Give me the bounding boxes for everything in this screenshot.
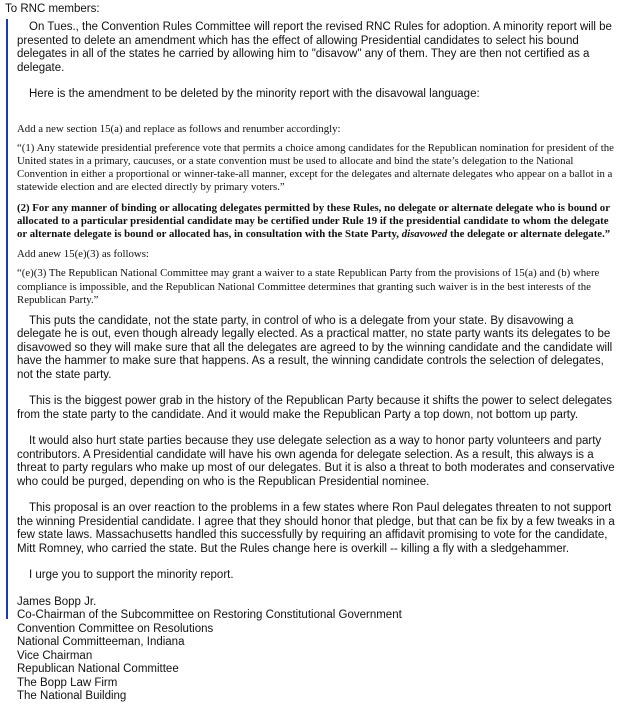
overreaction-paragraph: This proposal is an over reaction to the problems in a few states where Ron Paul delegates threaten to not support the winning Presidential candidate. I agree that they should honor that pledge, but that can be fix by a few tweaks in a few state laws. Massachusetts handled this successfully by requiring an affidavit promising to vote for the candidate, Mitt Romney, who carried the state. But the Rules change here is overkill -- killing a fly with a sledgehammer. <box>17 502 615 555</box>
signature-line: Co-Chairman of the Subcommittee on Restoring Constitutional Government <box>17 609 402 622</box>
clause-2-pre: (2) For any manner of binding or allocating delegates permitted by these Rules, no delegate or alternate delegate who is bound or allocated to a particular presidential candidate may be certified under Rule 19 if the presidential candidate to whom the delegate or alternate delegate is bound or allocated has, in consultation with the State Party, <box>17 201 610 240</box>
signature-line: James Bopp Jr. <box>17 595 97 608</box>
urge-line: I urge you to support the minority report. <box>29 569 234 582</box>
hurt-paragraph: It would also hurt state parties because they use delegate selection as a way to honor party volunteers and party contributors. A Presidential candidate will have his own agenda for delegate selection. As a result, this always is a threat to party regulars who make up most of our delegates. But it is also a threat to both moderates and conservative who could be purged, depending on who is the Republican Presidential nominee. <box>17 435 615 488</box>
add-anew-line: Add anew 15(e)(3) as follows: <box>17 248 149 261</box>
signature-line: Republican National Committee <box>17 663 179 676</box>
email-body <box>17 21 620 704</box>
power-grab-paragraph: This is the biggest power grab in the history of the Republican Party because it shifts the power to select delegates from the state party to the candidate. And it would make the Republican Party a top down, not bottom up party. <box>17 395 612 421</box>
signature-line: Convention Committee on Resolutions <box>17 622 214 635</box>
quote-bar <box>6 19 8 619</box>
intro-paragraph: On Tues., the Convention Rules Committee will report the revised RNC Rules for adoption. A minority report will be presented to delete an amendment which has the effect of allowing Presidential candidates to select his bound delegates in all of the states he carried by allowing him to "disavow" any of them. They are then not certified as a delegate. <box>17 21 612 74</box>
signature-line: The Bopp Law Firm <box>17 676 118 689</box>
signature-line: The National Building <box>17 690 127 703</box>
greeting: To RNC members: <box>5 3 100 15</box>
add-section-line: Add a new section 15(a) and replace as follows and renumber accordingly: <box>17 122 341 135</box>
amendment-intro: Here is the amendment to be deleted by the minority report with the disavowal language: <box>29 88 480 100</box>
control-paragraph: This puts the candidate, not the state party, in control of who is a delegate from your state. By disavowing a delegate he is out, even though already legally elected. As a practical matter, no state party wants its delegates to be disavowed so they will make sure that all the delegates are agreed to by the winning candidate and the candidate will have the hammer to make sure that happens. As a result, the winning candidate controls the selection of delegates, not the state party. <box>17 314 613 381</box>
signature-line: National Committeeman, Indiana <box>17 636 185 649</box>
signature-block <box>17 596 620 704</box>
clause-2-em: disavowed <box>401 227 448 240</box>
signature-line: Vice Chairman <box>17 649 93 662</box>
clause-3: “(e)(3) The Republican National Committee may grant a waiver to a state Republican Party from the provisions of 15(a) and (b) where compliance is impossible, and the Republican National Committee determines that granting such waiver is in the best interests of the Republican Party.” <box>17 267 600 306</box>
clause-2-post: the delegate or alternate delegate.” <box>447 227 611 240</box>
clause-2 <box>17 202 620 242</box>
clause-1: “(1) Any statewide presidential preference vote that permits a choice among candidates for the Republican nomination for president of the United states in a primary, caucuses, or a state convention must be used to allocate and bind the state’s delegation to the National Convention in either a proportional or winner-take-all manner, except for the delegates and alternate delegates who appear on a ballot in a statewide election and are elected directly by primary voters.” <box>17 141 614 194</box>
